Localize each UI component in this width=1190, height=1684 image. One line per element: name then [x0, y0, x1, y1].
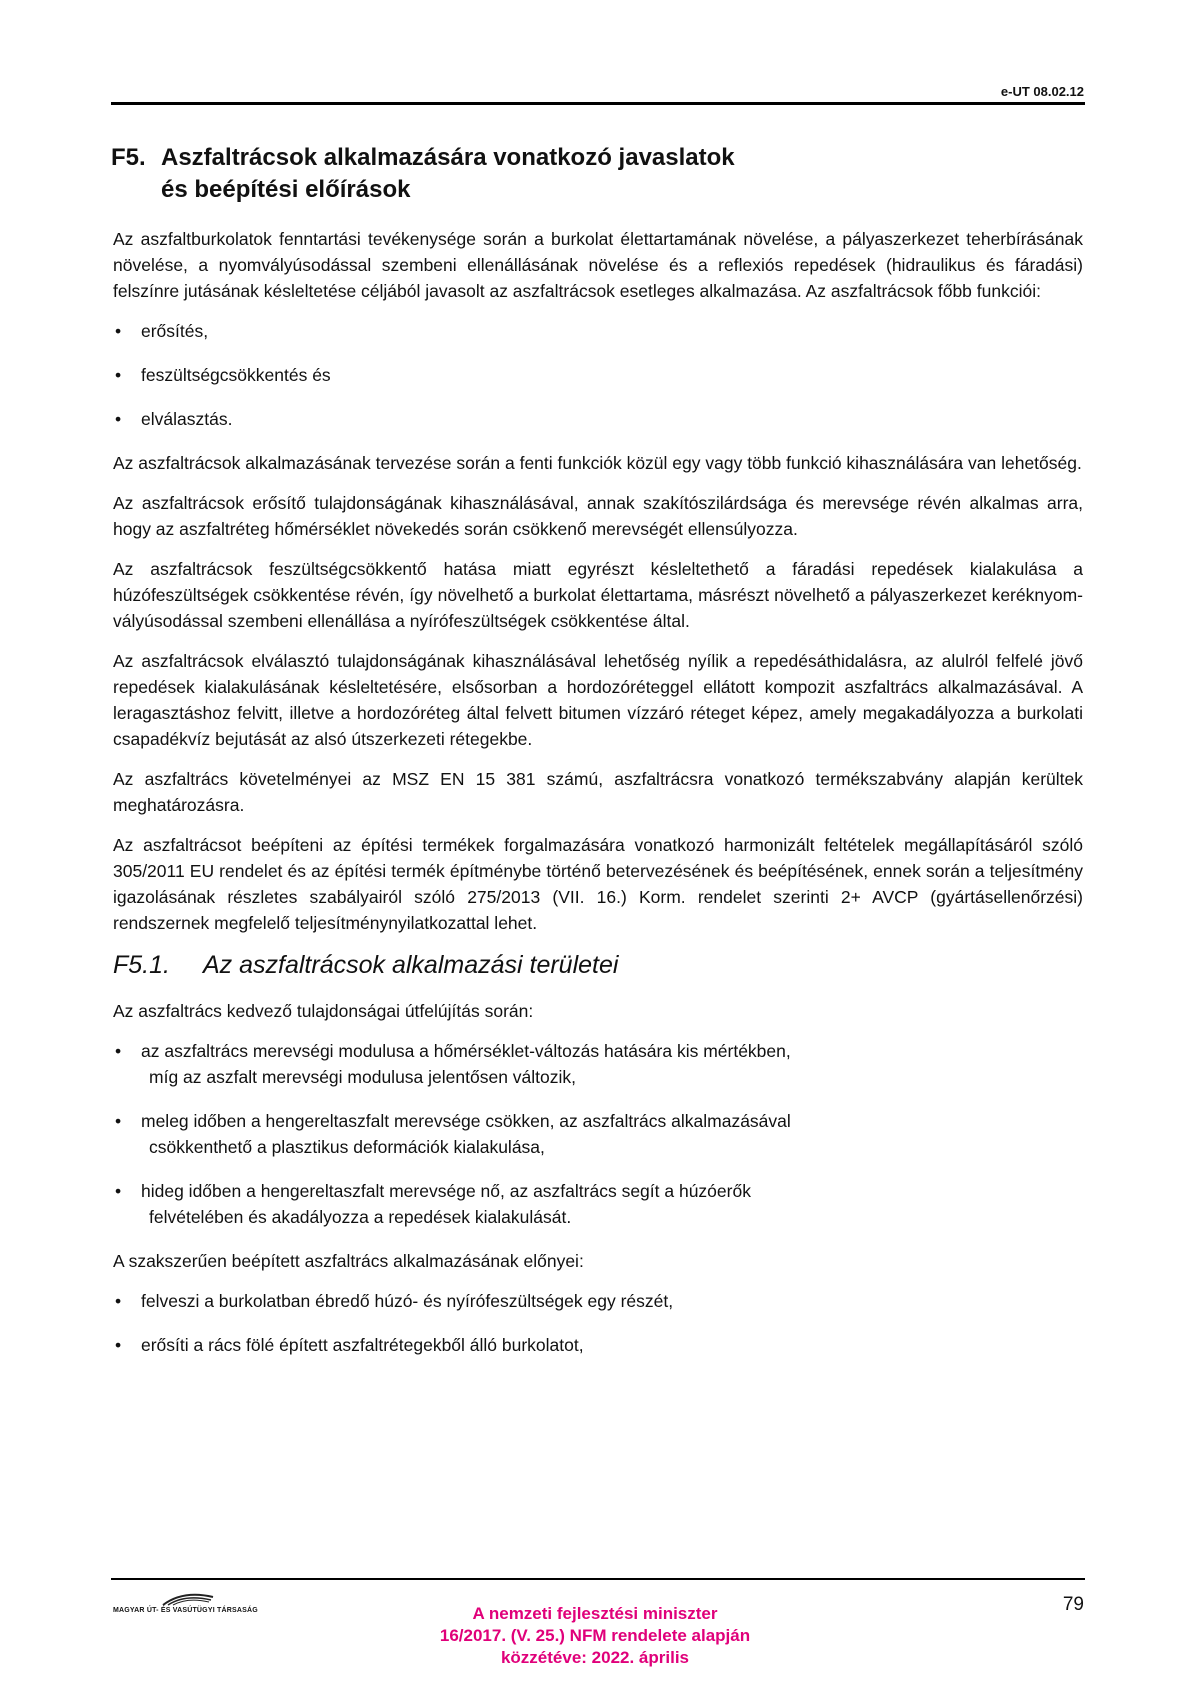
list-item: • feszültségcsökkentés és [113, 362, 1083, 388]
paragraph: Az aszfaltrács követelményei az MSZ EN 15 381 számú, aszfaltrácsra vonatkozó termékszabvány alapján kerültek meghatározásra. [113, 769, 1083, 815]
advantages-lead: A szakszerűen beépített aszfaltrács alkalmazásának előnyei: [113, 1251, 584, 1271]
subsection-title-text: Az aszfaltrácsok alkalmazási területei [203, 951, 619, 979]
subsection-number: F5.1. [113, 951, 170, 979]
paragraph: Az aszfaltrácsot beépíteni az építési termékek forgalmazására vonatkozó harmonizált feltételek megállapításáról szóló 305/2011 EU rendelet és az építési termék építménybe történő betervezésének és beépítésének, ennek során a teljesítmény igazolásának részletes szabályairól szóló 275/2013 (VII. 16.) Korm. rendelet szerinti 2+ AVCP (gyártásellenőrzési) rendszernek megfelelő teljesítménynyilatkozattal lehet. [113, 835, 1083, 933]
page-title [111, 142, 735, 206]
document-body [113, 226, 1083, 1376]
list-item: • elválasztás. [113, 406, 1083, 432]
properties-lead: Az aszfaltrács kedvező tulajdonságai útfelújítás során: [113, 1001, 534, 1021]
header-rule [111, 102, 1085, 105]
title-line-2: és beépítési előírások [161, 176, 411, 203]
list-item: • felveszi a burkolatban ébredő húzó- és nyírófeszültségek egy részét, [113, 1288, 1083, 1314]
list-item-line-1: meleg időben a hengereltaszfalt merevsége csökken, az aszfaltrács alkalmazásával [141, 1111, 791, 1131]
subsection-title [113, 950, 1083, 980]
functions-list [113, 318, 1083, 432]
properties-list [113, 1038, 1083, 1230]
list-item-line-2: felvételében és akadályozza a repedések kialakulását. [149, 1207, 572, 1227]
list-item [113, 1178, 1083, 1230]
paragraph: Az aszfaltrácsok alkalmazásának tervezése során a fenti funkciók közül egy vagy több funkció kihasználására van lehetőség. [113, 453, 1082, 473]
advantages-list [113, 1288, 1083, 1358]
paragraph: Az aszfaltrácsok elválasztó tulajdonságának kihasználásával lehetőség nyílik a repedésáthidalásra, az alulról felfelé jövő repedések kialakulásának késleltetésére, elsősorban a hordozóréteggel ellátott kompozit aszfaltrács alkalmazásával. A leragasztáshoz felvitt, illetve a hordozóréteg által felvett bitumen vízzáró réteget képez, amely megakadályozza a burkolati csapadékvíz bejutását az alsó útszerkezeti rétegekbe. [113, 651, 1083, 749]
paragraph: Az aszfaltrácsok feszültségcsökkentő hatása miatt egyrészt késleltethető a fáradási repedések kialakulása a húzófeszültségek csökkentése révén, így növelhető a burkolat élettartama, másrészt növelhető a pályaszerkezet keréknyom-vályúsodással szembeni ellenállása a nyírófeszültségek csökkentése által. [113, 559, 1083, 631]
list-item-line-2: csökkenthető a plasztikus deformációk kialakulása, [149, 1137, 545, 1157]
list-item-line-1: hideg időben a hengereltaszfalt merevsége nő, az aszfaltrács segít a húzóerők [141, 1181, 751, 1201]
page-number: 79 [1062, 1594, 1084, 1615]
title-line-1: Aszfaltrácsok alkalmazására vonatkozó javaslatok [161, 144, 735, 171]
intro-paragraph: Az aszfaltburkolatok fenntartási tevékenysége során a burkolat élettartamának növelése, a pályaszerkezet teherbírásának növelése, a nyomvályúsodással szembeni ellenállásának növelése és a reflexiós repedések (hidraulikus és fáradási) felszínre jutásának késleltetése céljából javasolt az aszfaltrácsok esetleges alkalmazása. Az aszfaltrácsok főbb funkciói: [113, 229, 1083, 301]
list-item-line-2: míg az aszfalt merevségi modulusa jelentősen változik, [149, 1067, 577, 1087]
publication-note-line: közzétéve: 2022. április [500, 1648, 690, 1667]
list-item [113, 1108, 1083, 1160]
publication-note-line: A nemzeti fejlesztési miniszter [472, 1604, 718, 1623]
document-code: e-UT 08.02.12 [1000, 84, 1084, 99]
publication-note [0, 1603, 1190, 1669]
section-number: F5. [111, 144, 146, 171]
list-item: • erősíti a rács fölé épített aszfaltrétegekből álló burkolatot, [113, 1332, 1083, 1358]
footer-rule [111, 1578, 1085, 1580]
list-item [113, 1038, 1083, 1090]
publisher-logo-text: MAGYAR ÚT- ÉS VASÚTÜGYI TÁRSASÁG [113, 1607, 258, 1614]
list-item: • erősítés, [113, 318, 1083, 344]
publication-note-line: 16/2017. (V. 25.) NFM rendelete alapján [439, 1626, 751, 1645]
paragraph: Az aszfaltrácsok erősítő tulajdonságának kihasználásával, annak szakítószilárdsága és merevsége révén alkalmas arra, hogy az aszfaltréteg hőmérséklet növekedés során csökkenő merevségét ellensúlyozza. [113, 493, 1083, 539]
list-item-line-1: az aszfaltrács merevségi modulusa a hőmérséklet-változás hatására kis mértékben, [141, 1041, 791, 1061]
